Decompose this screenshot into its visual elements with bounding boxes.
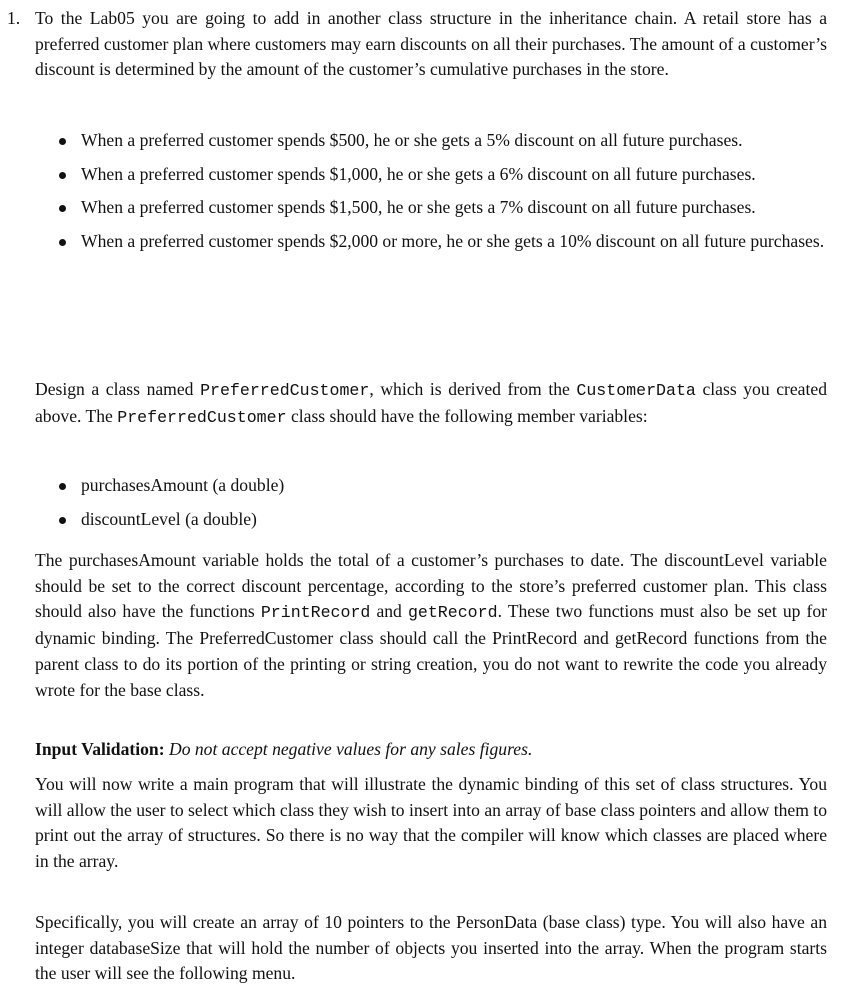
purchases-paragraph — [35, 548, 827, 703]
discount-bullet-item — [57, 195, 827, 221]
discount-bullet-list — [57, 128, 827, 263]
purchases-text-2: and — [370, 601, 408, 622]
discount-bullet-item-text: When a preferred customer spends $1,500, he or she gets a 7% discount on all future purchases. — [81, 197, 756, 218]
purchases-text-3: . These two functions must also be set up for dynamic binding. The PreferredCustomer class should call the PrintRecord and getRecord functions from the parent class to do its portion of the printing or string creation, you do not want to rewrite the code you already wrote for the base class. — [35, 601, 828, 700]
discount-bullet-item-text: When a preferred customer spends $1,000, he or she gets a 6% discount on all future purchases. — [81, 163, 756, 184]
code-preferredcustomer-2: PreferredCustomer — [117, 407, 287, 427]
discount-bullet-item-text: When a preferred customer spends $2,000 or more, he or she gets a 10% discount on all future purchases. — [81, 231, 825, 252]
purchases-text-1: The purchasesAmount variable holds the total of a customer’s purchases to date. The discountLevel variable should be set to the correct discount percentage, according to the store’s preferred customer plan. This class should also have the functions — [35, 550, 827, 622]
member-bullet-item — [57, 473, 827, 499]
bullet-dot-icon — [59, 205, 66, 212]
member-variable-list — [57, 473, 827, 540]
bullet-dot-icon — [59, 239, 66, 246]
code-customerdata: CustomerData — [576, 381, 696, 400]
bullet-dot-icon — [59, 517, 66, 524]
design-text-3: class you created above. The — [35, 379, 827, 426]
specifically-paragraph: Specifically, you will create an array of 10 pointers to the PersonData (base class) type. You will also have an integer databaseSize that will hold the number of objects you inserted into the array. When the program starts the user will see the following menu. — [35, 912, 827, 984]
discount-bullet-item-text: When a preferred customer spends $500, he or she gets a 5% discount on all future purchases. — [81, 130, 743, 150]
member-bullet-item-text: discountLevel (a double) — [81, 508, 257, 529]
intro-paragraph: To the Lab05 you are going to add in another class structure in the inheritance chain. A retail store has a preferred customer plan where customers may earn discounts on all their purchases. The amount of a customer’s discount is determined by the amount of the customer’s cumulative purchases in the store. — [35, 8, 827, 80]
code-preferredcustomer: PreferredCustomer — [200, 381, 370, 400]
bullet-dot-icon — [59, 172, 66, 179]
input-validation-label: Input Validation: — [35, 739, 165, 759]
main-program-paragraph: You will now write a main program that will illustrate the dynamic binding of this set of class structures. You will allow the user to select which class they wish to insert into an array of base class pointers and allow them to print out the array of structures. So there is no way that the compiler will know which classes are placed where in the array. — [35, 774, 827, 872]
input-validation-text: Do not accept negative values for any sales figures. — [168, 739, 533, 759]
discount-bullet-item — [57, 162, 827, 188]
design-text-1: Design a class named — [35, 379, 201, 399]
member-bullet-item-text: purchasesAmount (a double) — [81, 475, 285, 495]
code-getrecord: getRecord — [407, 603, 498, 623]
design-text-4: class should have the following member variables: — [286, 405, 648, 426]
discount-bullet-item — [57, 229, 827, 255]
input-validation-paragraph — [35, 737, 827, 763]
member-bullet-item — [57, 507, 827, 533]
bullet-dot-icon — [59, 138, 66, 145]
design-paragraph — [35, 377, 827, 430]
item-number: 1. — [7, 8, 21, 28]
code-printrecord: PrintRecord — [260, 603, 371, 623]
discount-bullet-item — [57, 128, 827, 154]
bullet-dot-icon — [59, 483, 66, 490]
design-text-2: , which is derived from the — [369, 379, 577, 399]
